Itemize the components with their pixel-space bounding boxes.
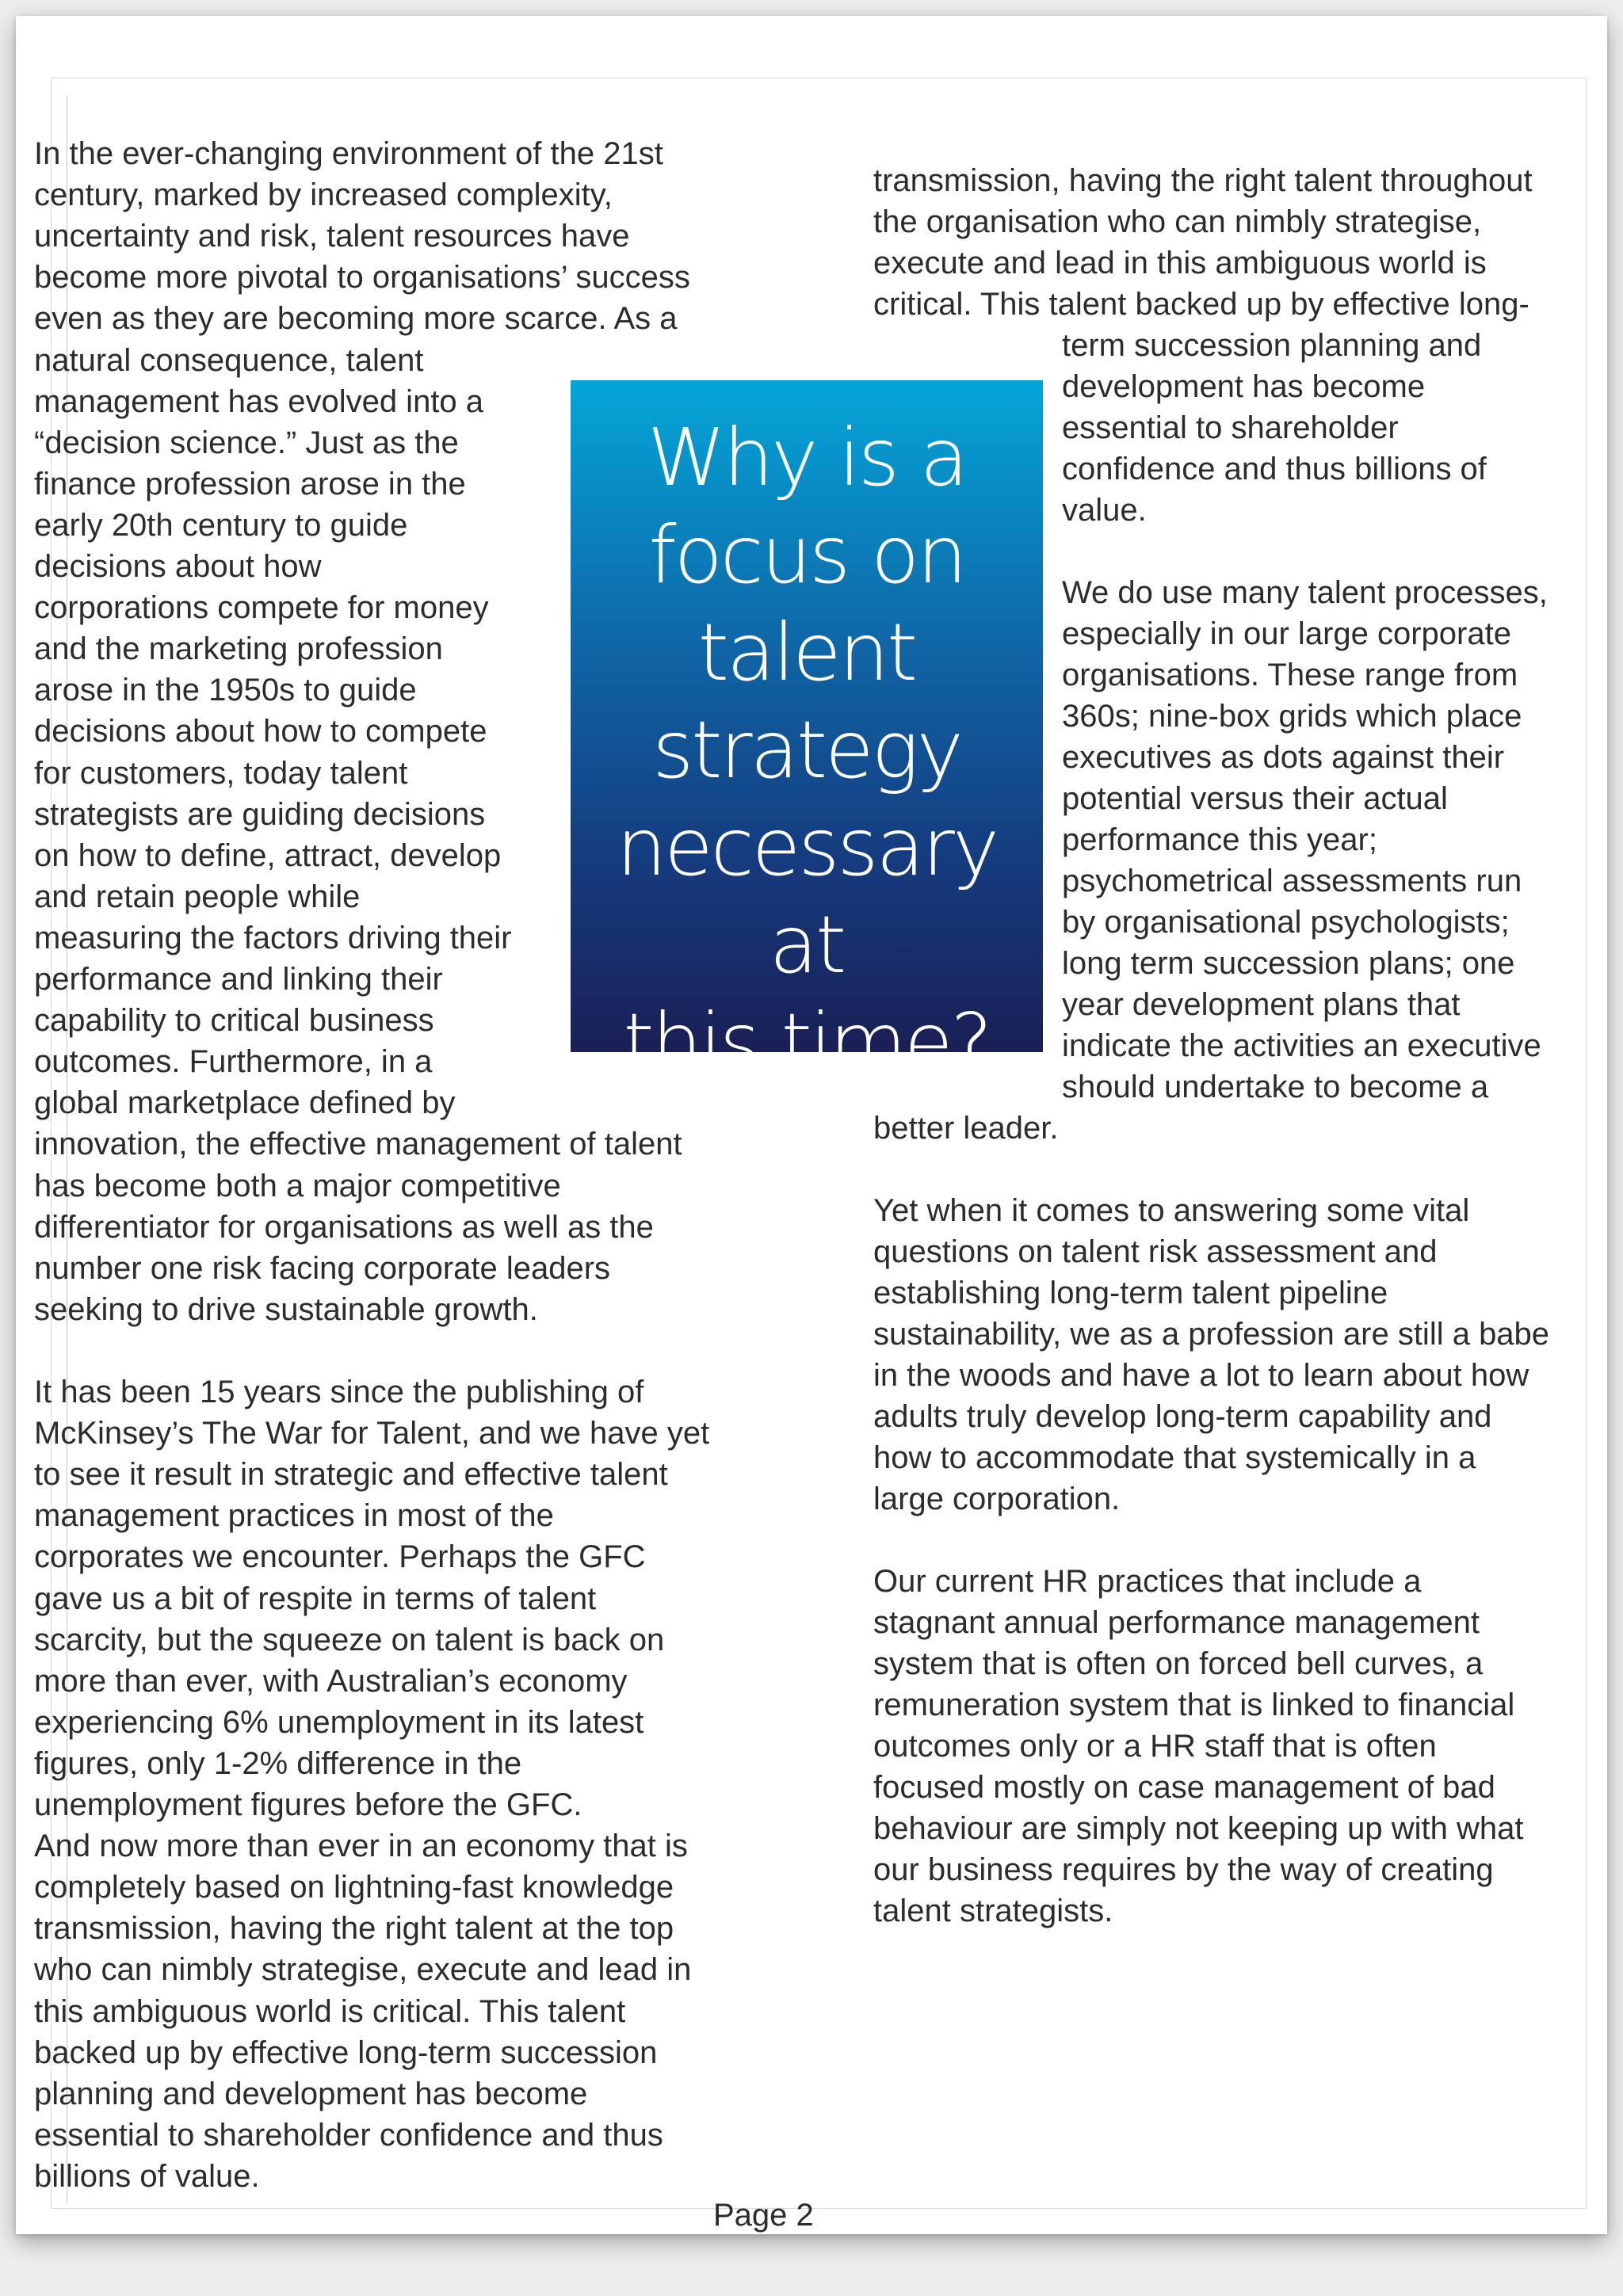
text-line: large corporation.	[873, 1482, 1121, 1516]
text-line: It has been 15 years since the publishing of	[34, 1375, 644, 1409]
text-line: early 20th century to guide	[34, 508, 408, 543]
text-line: for customers, today talent	[34, 756, 408, 791]
text-line: how to accommodate that systemically in a	[873, 1440, 1476, 1475]
text-line: 360s; nine-box grids which place	[1062, 699, 1522, 734]
pull-quote-line: Why is a	[647, 411, 967, 504]
text-line: to see it result in strategic and effective talent	[34, 1457, 668, 1492]
text-line: indicate the activities an executive	[1062, 1028, 1541, 1063]
text-line: decisions about how to compete	[34, 714, 487, 749]
text-line: behaviour are simply not keeping up with what	[873, 1811, 1524, 1846]
text-line: outcomes. Furthermore, in a	[34, 1044, 433, 1079]
text-line: questions on talent risk assessment and	[873, 1234, 1438, 1269]
text-line: transmission, having the right talent at the top	[34, 1911, 674, 1946]
text-line: Yet when it comes to answering some vital	[873, 1193, 1470, 1228]
text-line: sustainability, we as a profession are still a babe	[873, 1317, 1550, 1352]
text-line: “decision science.” Just as the	[34, 425, 459, 460]
text-line: who can nimbly strategise, execute and lead in	[34, 1952, 692, 1987]
text-line: more than ever, with Australian’s economy	[34, 1664, 628, 1699]
pull-quote-text	[571, 409, 1043, 1091]
text-line: McKinsey’s The War for Talent, and we have yet	[34, 1416, 710, 1451]
text-line: measuring the factors driving their	[34, 921, 512, 955]
text-line: seeking to drive sustainable growth.	[34, 1292, 538, 1327]
text-line: development has become	[1062, 369, 1426, 404]
text-line: our business requires by the way of creating	[873, 1852, 1494, 1887]
text-line: organisations. These range from	[1062, 658, 1518, 692]
text-line: corporates we encounter. Perhaps the GFC	[34, 1539, 646, 1574]
text-line: potential versus their actual	[1062, 781, 1448, 816]
text-line: this ambiguous world is critical. This talent	[34, 1994, 626, 2029]
text-line: psychometrical assessments run	[1062, 864, 1522, 898]
text-line: innovation, the effective management of talent	[34, 1127, 682, 1161]
document-page	[16, 16, 1607, 2234]
text-line: billions of value.	[34, 2159, 260, 2194]
text-line: on how to define, attract, develop	[34, 838, 502, 873]
text-line: confidence and thus billions of	[1062, 452, 1487, 486]
text-line: system that is often on forced bell curves, a	[873, 1646, 1484, 1681]
text-line: management has evolved into a	[34, 384, 484, 419]
text-line: the organisation who can nimbly strategise,	[873, 204, 1482, 239]
text-line: global marketplace defined by	[34, 1085, 456, 1120]
text-line: essential to shareholder confidence and thus	[34, 2118, 663, 2153]
text-line: differentiator for organisations as well as the	[34, 1210, 654, 1245]
pull-quote-box	[571, 380, 1043, 1089]
text-line: backed up by effective long-term succession	[34, 2035, 658, 2070]
text-line: decisions about how	[34, 549, 322, 584]
text-line: critical. This talent backed up by effective long-	[873, 287, 1529, 322]
text-line: establishing long-term talent pipeline	[873, 1276, 1388, 1310]
text-line: has become both a major competitive	[34, 1169, 561, 1203]
text-line: by organisational psychologists;	[1062, 905, 1510, 940]
text-line: long term succession plans; one	[1062, 946, 1515, 981]
text-line: experiencing 6% unemployment in its latest	[34, 1705, 644, 1740]
text-line: and the marketing profession	[34, 631, 443, 666]
text-line: strategists are guiding decisions	[34, 797, 486, 832]
text-line: should undertake to become a	[1062, 1070, 1489, 1104]
text-line: number one risk facing corporate leaders	[34, 1251, 611, 1286]
pull-quote-line: strategy	[652, 704, 961, 796]
page-number: Page 2	[713, 2198, 814, 2233]
text-line: stagnant annual performance management	[873, 1605, 1480, 1640]
text-line: adults truly develop long-term capability and	[873, 1399, 1492, 1434]
text-line: and retain people while	[34, 879, 361, 914]
text-line: transmission, having the right talent throughout	[873, 163, 1533, 198]
text-line: in the woods and have a lot to learn about how	[873, 1358, 1529, 1393]
text-line: term succession planning and	[1062, 328, 1482, 363]
pull-quote-line: focus on	[648, 509, 965, 601]
text-line: year development plans that	[1062, 987, 1461, 1022]
text-line: execute and lead in this ambiguous world is	[873, 246, 1487, 280]
text-line: figures, only 1-2% difference in the	[34, 1746, 522, 1781]
text-line: essential to shareholder	[1062, 410, 1399, 445]
text-line: become more pivotal to organisations’ success	[34, 260, 690, 295]
text-line: performance this year;	[1062, 822, 1377, 857]
text-line: value.	[1062, 493, 1147, 528]
text-line: planning and development has become	[34, 2077, 588, 2111]
pull-quote-line: necessary at	[616, 801, 998, 991]
text-line: outcomes only or a HR staff that is often	[873, 1729, 1437, 1764]
text-line: even as they are becoming more scarce. As a	[34, 301, 678, 336]
text-line: natural consequence, talent	[34, 343, 424, 378]
text-line: completely based on lightning-fast knowledge	[34, 1870, 674, 1905]
text-line: remuneration system that is linked to financial	[873, 1688, 1515, 1722]
text-line: In the ever-changing environment of the 21st	[34, 136, 663, 171]
text-line: corporations compete for money	[34, 590, 489, 625]
text-line: And now more than ever in an economy that is	[34, 1829, 688, 1863]
text-line: performance and linking their	[34, 962, 443, 997]
text-line: focused mostly on case management of bad	[873, 1770, 1495, 1805]
text-line: uncertainty and risk, talent resources have	[34, 219, 630, 254]
text-line: especially in our large corporate	[1062, 616, 1511, 651]
text-line: arose in the 1950s to guide	[34, 673, 417, 707]
text-line: unemployment figures before the GFC.	[34, 1787, 582, 1822]
text-line: management practices in most of the	[34, 1498, 554, 1533]
text-line: We do use many talent processes,	[1062, 575, 1548, 610]
text-line: talent strategists.	[873, 1894, 1113, 1928]
text-line: capability to critical business	[34, 1003, 434, 1038]
text-line: Our current HR practices that include a	[873, 1564, 1422, 1599]
text-line: century, marked by increased complexity,	[34, 177, 613, 212]
text-line: gave us a bit of respite in terms of talent	[34, 1581, 597, 1616]
pull-quote-line: this time?	[623, 996, 991, 1089]
text-line: executives as dots against their	[1062, 740, 1505, 775]
text-line: finance profession arose in the	[34, 467, 466, 502]
text-line: scarcity, but the squeeze on talent is back on	[34, 1623, 665, 1657]
pull-quote-line: talent	[697, 606, 916, 699]
text-line: better leader.	[873, 1111, 1059, 1146]
